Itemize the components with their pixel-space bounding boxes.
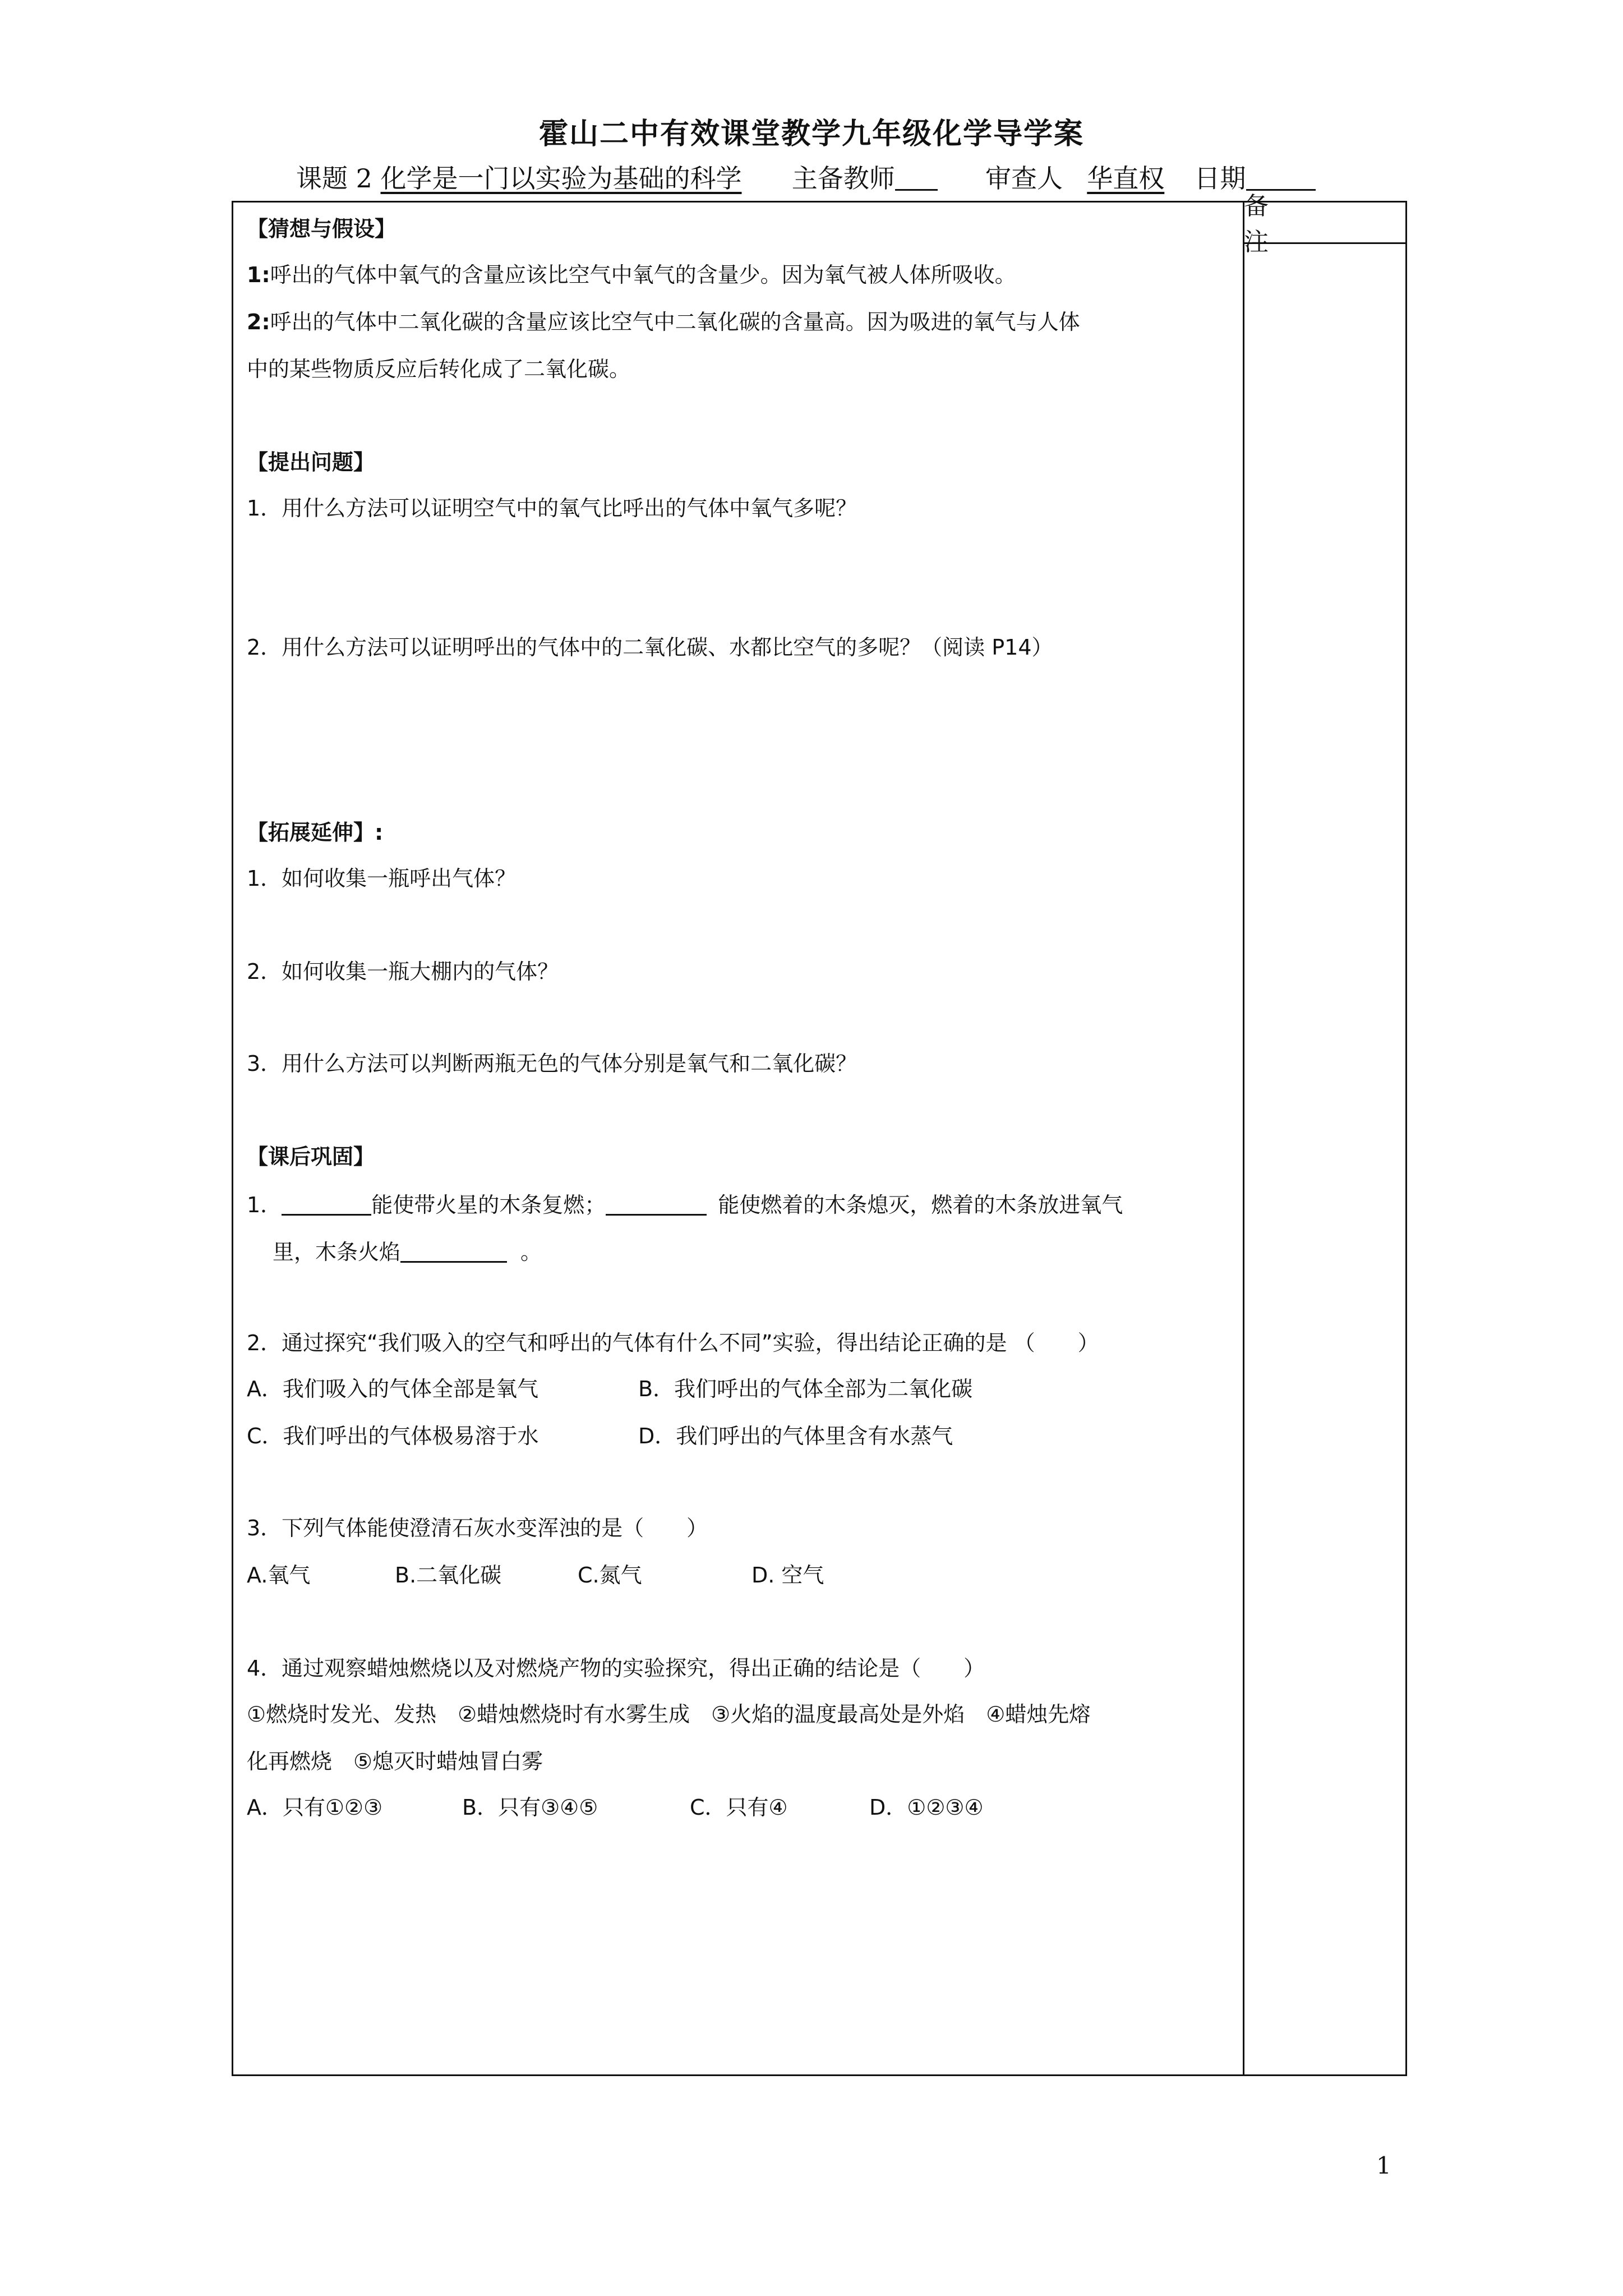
hypothesis-item-1: 1:呼出的气体中氧气的含量应该比空气中氧气的含量少。因为氧气被人体所吸收。 — [247, 263, 1016, 287]
answer-blank — [400, 1239, 507, 1263]
review-q3-option-a: A.氧气 — [247, 1563, 311, 1588]
teacher-label: 主备教师 — [791, 163, 895, 194]
review-q2-option-c: C．我们呼出的气体极易溶于水 — [247, 1424, 539, 1448]
page-title: 霍山二中有效课堂教学九年级化学导学案 — [538, 117, 1084, 151]
review-q2-option-b: B．我们呼出的气体全部为二氧化碳 — [638, 1377, 973, 1401]
page-number: 1 — [1376, 2152, 1391, 2179]
review-q2: 2．通过探究“我们吸入的空气和呼出的气体有什么不同”实验，得出结论正确的是 （ ） — [247, 1331, 1099, 1355]
hypothesis-item-2: 2:呼出的气体中二氧化碳的含量应该比空气中二氧化碳的含量高。因为吸进的氧气与人体 — [247, 310, 1080, 334]
review-q3-option-b: B.二氧化碳 — [395, 1563, 502, 1588]
date-label: 日期 — [1194, 163, 1246, 194]
notes-column-header: 备 注 — [1244, 192, 1405, 256]
review-q2-option-d: D．我们呼出的气体里含有水蒸气 — [638, 1424, 953, 1448]
review-q1: 1． 能使带火星的木条复燃； 能使燃着的木条熄灭，燃着的木条放进氧气 — [247, 1193, 1123, 1217]
questions-heading: 【提出问题】 — [247, 450, 375, 475]
extension-heading: 【拓展延伸】: — [247, 820, 384, 845]
extension-q3: 3．用什么方法可以判断两瓶无色的气体分别是氧气和二氧化碳？ — [247, 1051, 857, 1076]
review-q3: 3．下列气体能使澄清石灰水变浑浊的是（ ） — [247, 1516, 708, 1540]
column-divider — [1243, 201, 1244, 2076]
reviewer-label: 审查人 — [985, 163, 1063, 194]
question-1: 1．用什么方法可以证明空气中的氧气比呼出的气体中氧气多呢？ — [247, 496, 857, 521]
hypothesis-heading: 【猜想与假设】 — [247, 217, 396, 241]
answer-blank — [282, 1191, 371, 1216]
teacher-blank — [895, 164, 938, 191]
question-2: 2．用什么方法可以证明呼出的气体中的二氧化碳、水都比空气的多呢？（阅读 P14） — [247, 635, 1053, 660]
answer-blank — [606, 1191, 707, 1216]
review-q4-option-b: B．只有③④⑤ — [462, 1795, 598, 1820]
topic-label: 课题 2 — [296, 163, 372, 194]
review-q4-option-c: C．只有④ — [690, 1795, 788, 1820]
review-q4-option-a: A．只有①②③ — [247, 1795, 383, 1820]
reviewer-name: 华直权 — [1087, 163, 1165, 194]
review-q4-statements: ①燃烧时发光、发热 ②蜡烛燃烧时有水雾生成 ③火焰的温度最高处是外焰 ④蜡烛先熔 — [247, 1702, 1091, 1727]
review-q4-statements-continued: 化再燃烧 ⑤熄灭时蜡烛冒白雾 — [247, 1749, 543, 1774]
extension-q2: 2．如何收集一瓶大棚内的气体？ — [247, 959, 559, 984]
hypothesis-item-2-continued: 中的某些物质反应后转化成了二氧化碳。 — [247, 357, 631, 381]
worksheet-table — [232, 192, 1407, 2076]
extension-q1: 1．如何收集一瓶呼出气体？ — [247, 866, 517, 891]
review-q4: 4．通过观察蜡烛燃烧以及对燃烧产物的实验探究，得出正确的结论是（ ） — [247, 1656, 985, 1681]
lesson-header — [296, 158, 1316, 195]
review-q2-option-a: A．我们吸入的气体全部是氧气 — [247, 1377, 538, 1401]
review-q1-continued: 里，木条火焰 。 — [273, 1240, 542, 1264]
review-heading: 【课后巩固】 — [247, 1144, 375, 1169]
review-q3-option-c: C.氮气 — [578, 1563, 642, 1588]
review-q3-option-d: D. 空气 — [751, 1563, 824, 1588]
review-q4-option-d: D．①②③④ — [869, 1795, 984, 1820]
topic-name: 化学是一门以实验为基础的科学 — [380, 163, 742, 194]
